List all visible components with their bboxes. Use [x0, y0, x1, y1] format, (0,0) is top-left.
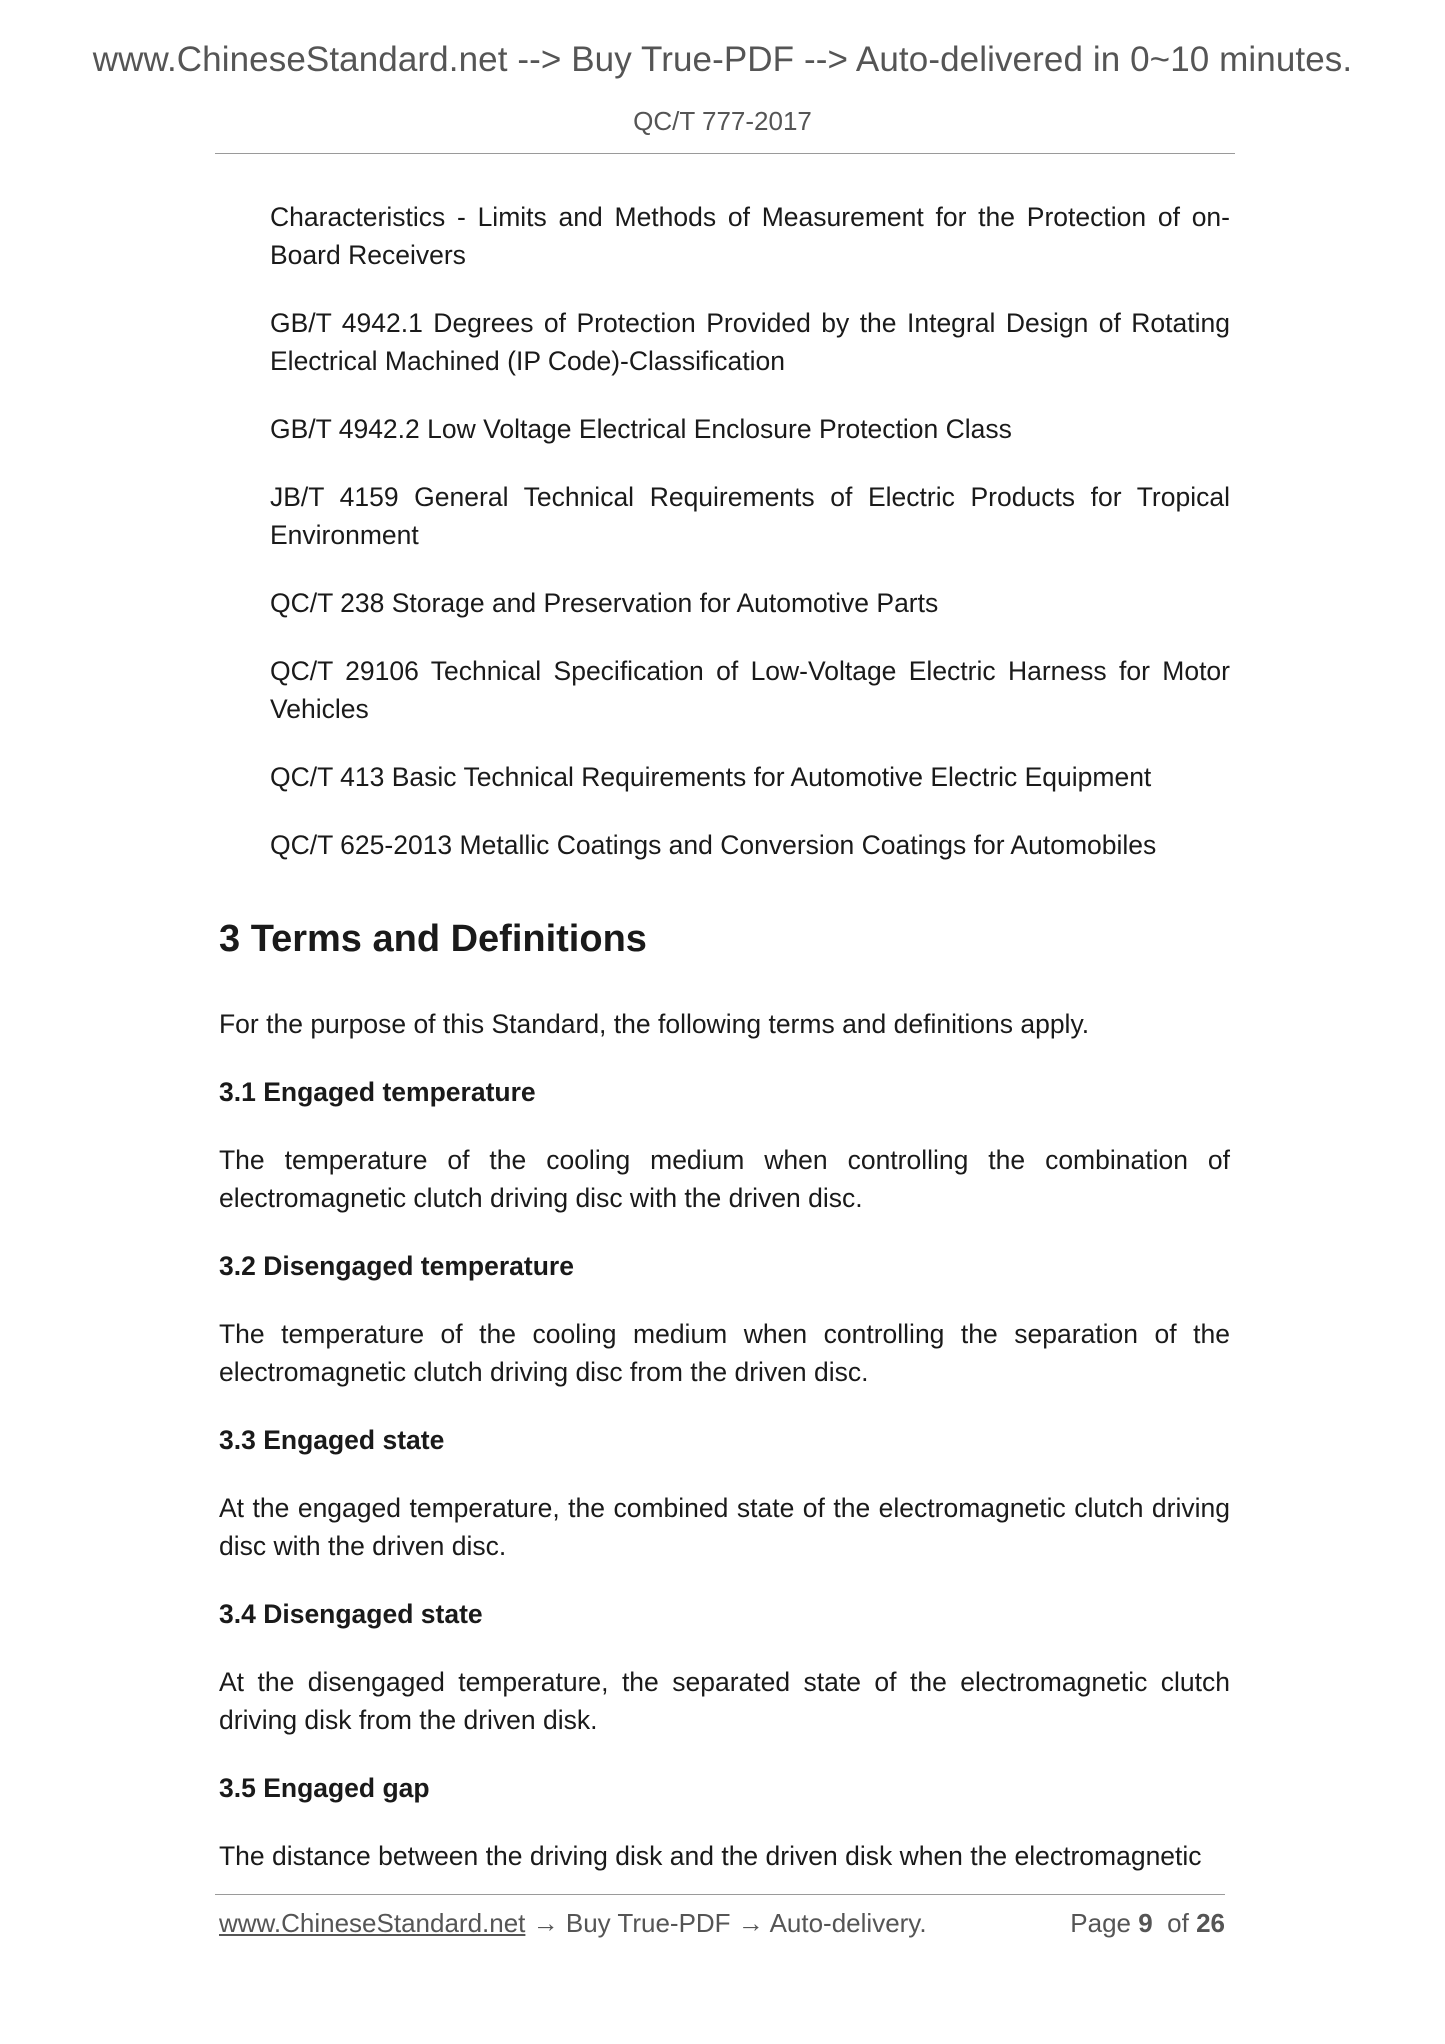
reference-item: GB/T 4942.2 Low Voltage Electrical Enclosure Protection Class — [270, 414, 1012, 444]
reference-item: Characteristics - Limits and Methods of Measurement for the Protection of on-Board Receivers — [270, 202, 1230, 270]
section-title: 3 Terms and Definitions — [219, 918, 647, 960]
terms-section — [219, 915, 1230, 1905]
total-pages: 26 — [1196, 1908, 1225, 1938]
footer-promo-text: → Buy True-PDF → Auto-delivery. — [525, 1908, 927, 1938]
term-definition: The temperature of the cooling medium when controlling the combination of electromagnetic clutch driving disc with the driven disc. — [219, 1145, 1230, 1213]
term-heading: 3.3 Engaged state — [219, 1425, 445, 1455]
footer-divider — [215, 1894, 1225, 1895]
term-definition: The temperature of the cooling medium when controlling the separation of the electromagnetic clutch driving disc from the driven disc. — [219, 1319, 1230, 1387]
term-definition: At the disengaged temperature, the separated state of the electromagnetic clutch driving disk from the driven disk. — [219, 1667, 1230, 1735]
reference-item: QC/T 413 Basic Technical Requirements for Automotive Electric Equipment — [270, 762, 1152, 792]
section-intro: For the purpose of this Standard, the following terms and definitions apply. — [219, 1009, 1090, 1039]
of-label: of — [1167, 1908, 1189, 1938]
page-number: 9 — [1138, 1908, 1153, 1938]
document-code: QC/T 777-2017 — [633, 106, 812, 136]
term-definition: The distance between the driving disk and the driven disk when the electromagnetic — [219, 1841, 1202, 1871]
site-link[interactable]: www.ChineseStandard.net — [219, 1908, 526, 1938]
reference-item: GB/T 4942.1 Degrees of Protection Provided by the Integral Design of Rotating Electrical Machined (IP Code)-Classification — [270, 308, 1230, 376]
footer-promo — [219, 1908, 927, 1938]
site-banner: www.ChineseStandard.net --> Buy True-PDF --> Auto-delivered in 0~10 minutes. — [92, 40, 1353, 79]
page-counter — [1070, 1908, 1225, 1939]
term-heading: 3.1 Engaged temperature — [219, 1077, 536, 1107]
term-heading: 3.2 Disengaged temperature — [219, 1251, 574, 1281]
header-divider — [215, 153, 1235, 154]
reference-item: JB/T 4159 General Technical Requirements of Electric Products for Tropical Environment — [270, 482, 1230, 550]
page-label: Page — [1070, 1908, 1131, 1938]
term-definition: At the engaged temperature, the combined state of the electromagnetic clutch driving disc with the driven disc. — [219, 1493, 1230, 1561]
reference-item: QC/T 625-2013 Metallic Coatings and Conversion Coatings for Automobiles — [270, 830, 1157, 860]
term-heading: 3.4 Disengaged state — [219, 1599, 483, 1629]
reference-item: QC/T 29106 Technical Specification of Low-Voltage Electric Harness for Motor Vehicles — [270, 656, 1230, 724]
page-footer — [219, 1908, 1225, 1939]
term-heading: 3.5 Engaged gap — [219, 1773, 430, 1803]
reference-list — [270, 198, 1230, 894]
reference-item: QC/T 238 Storage and Preservation for Automotive Parts — [270, 588, 939, 618]
